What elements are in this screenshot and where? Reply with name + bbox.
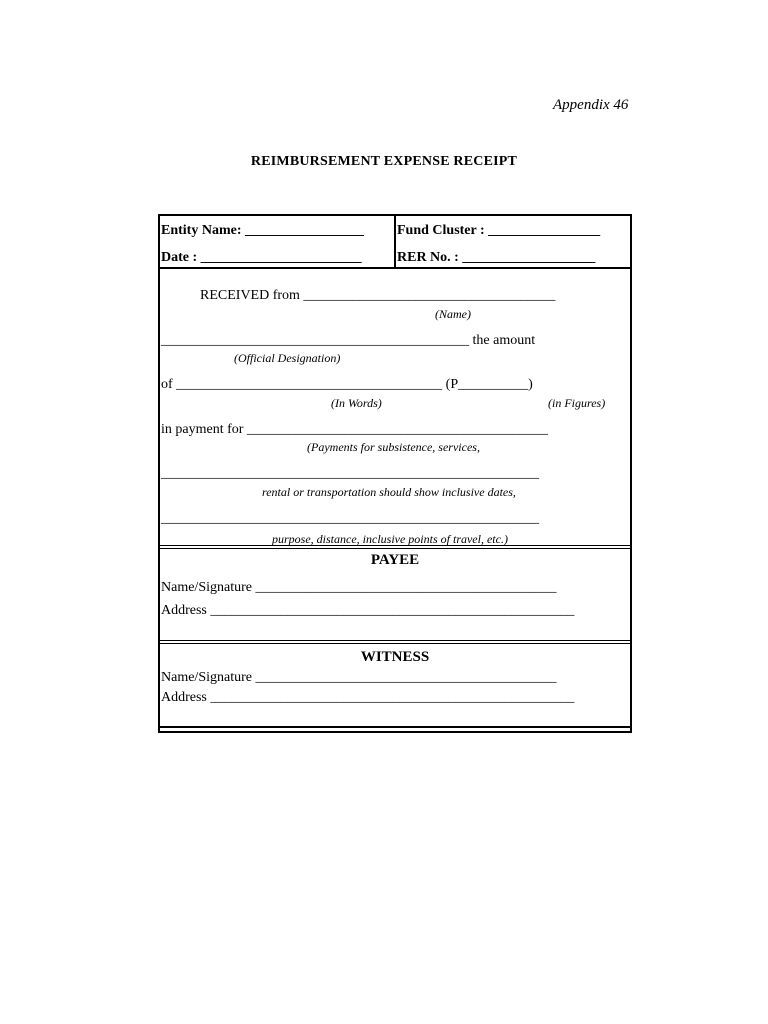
form-title: REIMBURSEMENT EXPENSE RECEIPT — [250, 154, 518, 169]
payment-caption-1: (Payments for subsistence, services, — [307, 440, 480, 454]
name-caption: (Name) — [435, 307, 471, 321]
header-divider — [394, 214, 396, 269]
payment-blank-line-1[interactable]: ______________________________________________________ — [161, 466, 539, 481]
witness-top-rule — [158, 640, 632, 644]
payee-name-signature-field[interactable]: Name/Signature ___________________________________________ — [161, 580, 557, 595]
payment-caption-2: rental or transportation should show inclusive dates, — [262, 485, 516, 499]
official-designation-field[interactable]: ____________________________________________ the amount — [161, 333, 536, 348]
payment-for-field[interactable]: in payment for ___________________________________________ — [161, 422, 548, 437]
witness-name-signature-field[interactable]: Name/Signature ___________________________________________ — [161, 670, 557, 685]
header-bottom-rule — [158, 267, 632, 269]
fund-cluster-field[interactable]: Fund Cluster : ________________ — [397, 223, 601, 238]
form-bottom-rule — [158, 726, 632, 728]
payment-blank-line-2[interactable]: ______________________________________________________ — [161, 511, 539, 526]
payee-heading: PAYEE — [370, 552, 420, 568]
payment-caption-3: purpose, distance, inclusive points of travel, etc.) — [272, 532, 508, 546]
in-figures-caption: (in Figures) — [548, 396, 606, 410]
entity-name-field[interactable]: Entity Name: _________________ — [161, 223, 364, 238]
appendix-label: Appendix 46 — [553, 97, 629, 113]
payee-address-field[interactable]: Address ____________________________________________________ — [161, 603, 575, 618]
date-field[interactable]: Date : _______________________ — [161, 250, 362, 265]
witness-address-field[interactable]: Address ____________________________________________________ — [161, 690, 575, 705]
received-from-field[interactable]: RECEIVED from ____________________________________ — [200, 288, 556, 303]
in-words-caption: (In Words) — [331, 396, 382, 410]
amount-field[interactable]: of ______________________________________ (P__________) — [161, 377, 533, 392]
official-designation-caption: (Official Designation) — [234, 351, 341, 365]
witness-heading: WITNESS — [360, 649, 430, 665]
rer-no-field[interactable]: RER No. : ___________________ — [397, 250, 596, 265]
